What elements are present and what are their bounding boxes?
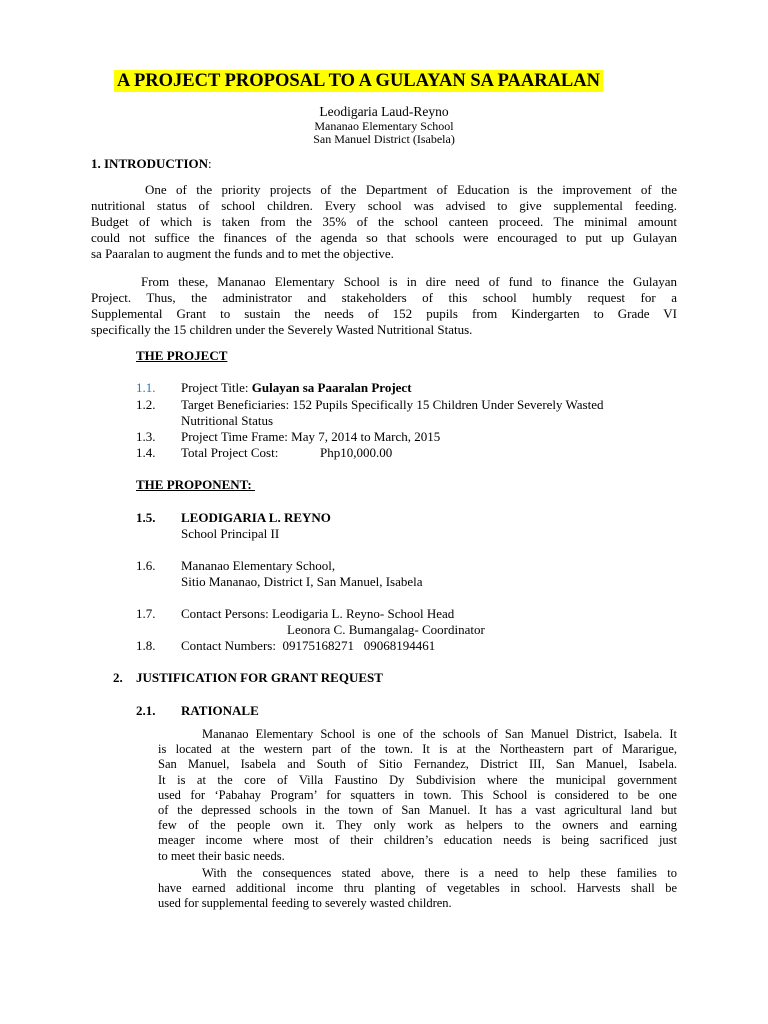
text-line: Budget of which is taken from the 35% of the school canteen proceed. The minimal amount bbox=[91, 214, 677, 229]
text-line: Supplemental Grant to sustain the needs of 152 pupils from Kindergarten to Grade VI bbox=[91, 306, 677, 321]
project-title-item: Project Title: Gulayan sa Paaralan Project bbox=[181, 380, 412, 395]
text-line: to meet their basic needs. bbox=[158, 848, 285, 863]
text-line: One of the priority projects of the Department of Education is the improvement of the bbox=[145, 182, 677, 197]
total-cost-value: Php10,000.00 bbox=[320, 445, 393, 460]
contact-numbers: Contact Numbers: 09175168271 09068194461 bbox=[181, 638, 436, 653]
proponent-name: LEODIGARIA L. REYNO bbox=[181, 510, 331, 525]
text-line: few of the people own it. They only work as helpers to the owners and earning bbox=[158, 818, 677, 833]
intro-heading: 1. INTRODUCTION: bbox=[91, 156, 212, 171]
rationale-paragraph-2 bbox=[158, 866, 677, 912]
text-line: Mananao Elementary School is one of the schools of San Manuel District, Isabela. It bbox=[202, 727, 677, 741]
text-line: is located at the western part of the town. It is at the Northeastern part of Mararigue, bbox=[158, 742, 677, 757]
text-line: nutritional status of school children. Every school was advised to give supplemental feeding. bbox=[91, 198, 677, 213]
item-number: 1.1. bbox=[136, 380, 156, 395]
contact-person-2: Leonora C. Bumangalag- Coordinator bbox=[287, 622, 485, 637]
proponent-position: School Principal II bbox=[181, 526, 280, 541]
text-line: of the depressed schools in the town of San Manuel. It has a vast agricultural land but bbox=[158, 803, 677, 818]
intro-paragraph-1 bbox=[91, 182, 677, 262]
school-name: Mananao Elementary School bbox=[314, 119, 454, 133]
text-line: San Manuel, Isabela and South of Sitio Fernandez, District III, San Manuel, Isabela. bbox=[158, 757, 677, 772]
text-line: specifically the 15 children under the Severely Wasted Nutritional Status. bbox=[91, 322, 473, 337]
text-line: meager income where most of their children’s education needs is being sacrificed just bbox=[158, 833, 677, 848]
target-beneficiaries-cont: Nutritional Status bbox=[181, 413, 274, 428]
contact-persons: Contact Persons: Leodigaria L. Reyno- School Head bbox=[181, 606, 455, 621]
text-line: Project. Thus, the administrator and stakeholders of this school humbly request for a bbox=[91, 290, 677, 305]
document-title: A PROJECT PROPOSAL TO A GULAYAN SA PAARALAN bbox=[114, 70, 603, 92]
text-line: could not suffice the finances of the agenda so that schools were encouraged to put up Gulayan bbox=[91, 230, 677, 245]
rationale-paragraph-1 bbox=[158, 727, 677, 864]
item-number: 1.5. bbox=[136, 510, 156, 525]
text-line: used for ‘Pabahay Program’ for squatters in town. This School is considered to be one bbox=[158, 787, 677, 802]
item-number: 1.8. bbox=[136, 638, 156, 653]
text-line: With the consequences stated above, there is a need to help these families to bbox=[202, 866, 677, 880]
total-cost-label: Total Project Cost: bbox=[181, 445, 279, 460]
author-name: Leodigaria Laud-Reyno bbox=[319, 104, 449, 119]
time-frame-item: Project Time Frame: May 7, 2014 to March, 2015 bbox=[181, 429, 441, 444]
item-number: 1.2. bbox=[136, 397, 156, 412]
school-address-line-1: Mananao Elementary School, bbox=[181, 558, 336, 573]
item-number: 1.6. bbox=[136, 558, 156, 573]
item-number: 1.3. bbox=[136, 429, 156, 444]
section-number: 2. bbox=[113, 670, 123, 685]
text-line: used for supplemental feeding to severely wasted children. bbox=[158, 896, 452, 911]
intro-paragraph-2 bbox=[91, 274, 677, 338]
justification-heading: JUSTIFICATION FOR GRANT REQUEST bbox=[136, 670, 383, 685]
school-address-line-2: Sitio Mananao, District I, San Manuel, Isabela bbox=[181, 574, 423, 589]
subsection-number: 2.1. bbox=[136, 703, 156, 718]
item-number: 1.4. bbox=[136, 445, 156, 460]
text-line: have earned additional income thru planting of vegetables in school. Harvests shall be bbox=[158, 881, 677, 896]
text-line: From these, Mananao Elementary School is in dire need of fund to finance the Gulayan bbox=[141, 274, 677, 289]
rationale-heading: RATIONALE bbox=[181, 703, 259, 718]
project-heading: THE PROJECT bbox=[136, 348, 228, 363]
text-line: sa Paaralan to augment the funds and to met the objective. bbox=[91, 246, 394, 261]
target-beneficiaries-item: Target Beneficiaries: 152 Pupils Specifically 15 Children Under Severely Wasted bbox=[181, 397, 604, 412]
district-name: San Manuel District (Isabela) bbox=[313, 132, 455, 146]
text-line: It is at the core of Villa Faustino Dy Subdivision where the municipal government bbox=[158, 772, 677, 787]
proponent-heading: THE PROPONENT: bbox=[136, 477, 255, 492]
item-number: 1.7. bbox=[136, 606, 156, 621]
